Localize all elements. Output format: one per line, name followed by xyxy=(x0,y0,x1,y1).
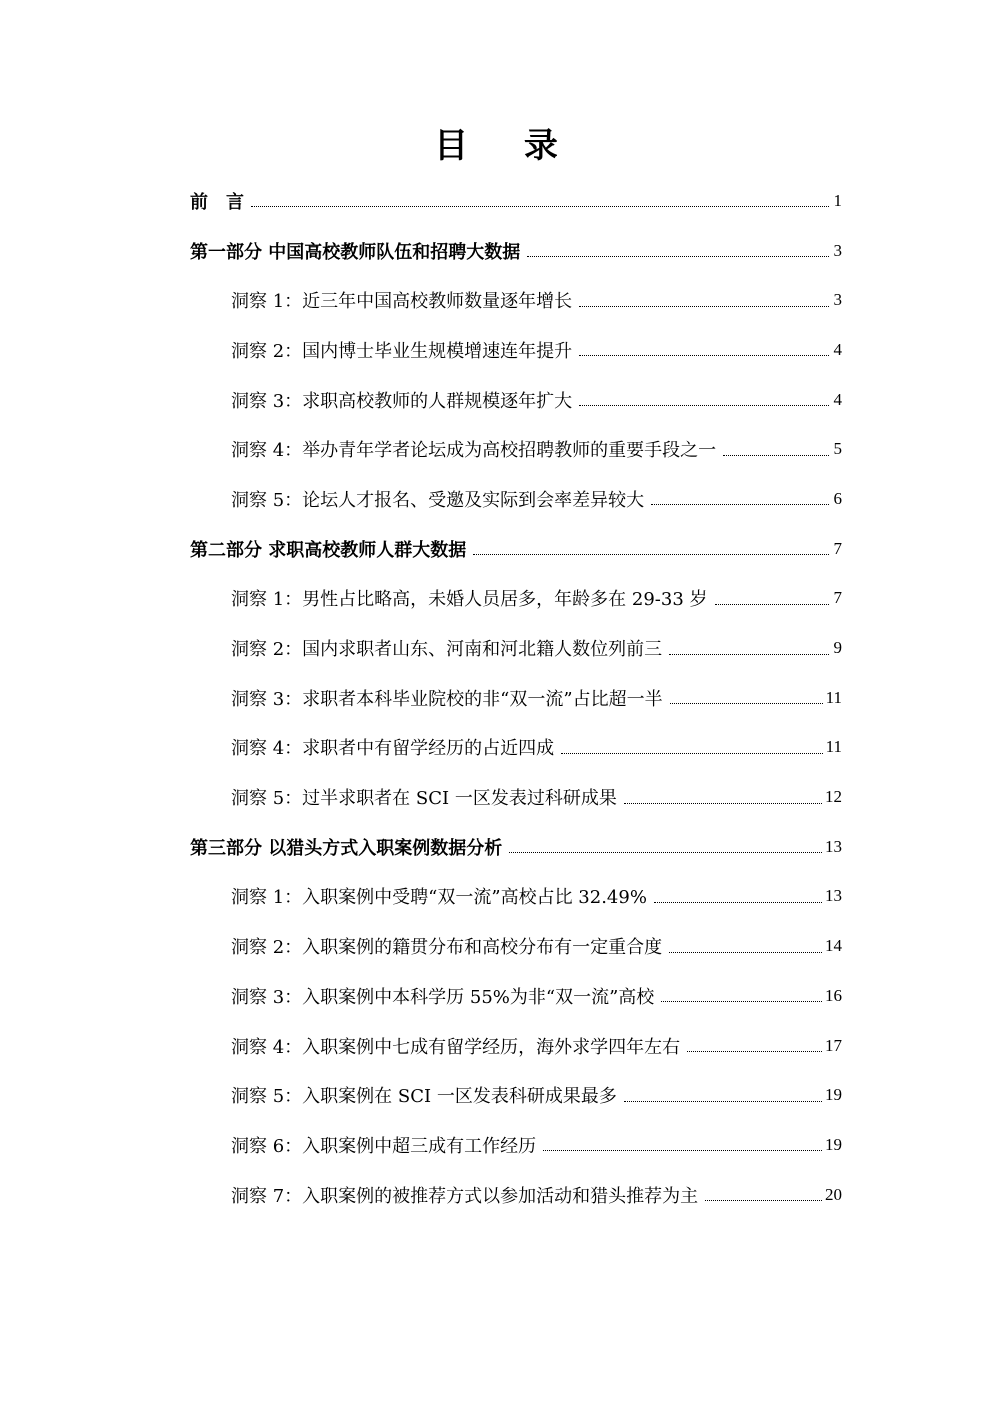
toc-subsection-entry[interactable] xyxy=(190,325,842,375)
dot-leader xyxy=(579,355,829,356)
toc-entry-label: 前 言 xyxy=(190,191,244,213)
toc-subsection-entry[interactable] xyxy=(190,673,842,723)
toc-entry-label: 洞察 2：入职案例的籍贯分布和高校分布有一定重合度 xyxy=(231,937,663,959)
dot-leader xyxy=(669,952,822,953)
toc-entry-label: 第三部分 以猎头方式入职案例数据分析 xyxy=(190,837,503,859)
toc-entry-label: 洞察 2：国内求职者山东、河南和河北籍人数位列前三 xyxy=(231,639,663,661)
dot-leader xyxy=(651,504,829,505)
toc-page-number: 4 xyxy=(833,389,842,409)
toc-page-number: 1 xyxy=(833,190,842,210)
dot-leader xyxy=(561,753,822,754)
dot-leader xyxy=(579,306,829,307)
toc-page-number: 3 xyxy=(833,240,842,260)
dot-leader xyxy=(509,852,822,853)
dot-leader xyxy=(624,1101,822,1102)
toc-page-number: 7 xyxy=(833,538,842,558)
toc-entry-label: 洞察 5：论坛人才报名、受邀及实际到会率差异较大 xyxy=(231,489,645,511)
toc-subsection-entry[interactable] xyxy=(190,872,842,922)
toc-section-entry[interactable] xyxy=(190,822,842,872)
toc-entry-label: 洞察 5：入职案例在 SCI 一区发表科研成果最多 xyxy=(231,1086,617,1108)
dot-leader xyxy=(473,554,829,555)
dot-leader xyxy=(654,902,822,903)
toc-page-number: 9 xyxy=(833,638,842,658)
toc-entry-label: 洞察 7：入职案例的被推荐方式以参加活动和猎头推荐为主 xyxy=(231,1185,699,1207)
toc-entry-label: 第一部分 中国高校教师队伍和招聘大数据 xyxy=(190,241,521,263)
toc-page-number: 5 xyxy=(833,439,842,459)
toc-page-number: 11 xyxy=(825,737,842,757)
toc-subsection-entry[interactable] xyxy=(190,772,842,822)
toc-entry-label: 洞察 1：入职案例中受聘“双一流”高校占比 32.49% xyxy=(231,887,647,909)
dot-leader xyxy=(624,803,822,804)
toc-entry-label: 洞察 4：入职案例中七成有留学经历，海外求学四年左右 xyxy=(231,1036,681,1058)
toc-entry-label: 洞察 4：举办青年学者论坛成为高校招聘教师的重要手段之一 xyxy=(231,440,717,462)
table-of-contents xyxy=(190,176,842,1219)
toc-subsection-entry[interactable] xyxy=(190,921,842,971)
toc-subsection-entry[interactable] xyxy=(190,1021,842,1071)
dot-leader xyxy=(669,654,829,655)
toc-subsection-entry[interactable] xyxy=(190,1170,842,1220)
toc-subsection-entry[interactable] xyxy=(190,275,842,325)
dot-leader xyxy=(687,1051,822,1052)
dot-leader xyxy=(705,1200,822,1201)
toc-page-number: 7 xyxy=(833,588,842,608)
toc-subsection-entry[interactable] xyxy=(190,1070,842,1120)
toc-section-entry[interactable] xyxy=(190,226,842,276)
toc-entry-label: 洞察 2：国内博士毕业生规模增速连年提升 xyxy=(231,340,573,362)
toc-subsection-entry[interactable] xyxy=(190,474,842,524)
dot-leader xyxy=(527,256,829,257)
toc-page-number: 11 xyxy=(825,687,842,707)
dot-leader xyxy=(543,1150,822,1151)
toc-page-number: 17 xyxy=(825,1035,842,1055)
dot-leader xyxy=(723,455,829,456)
toc-entry-label: 洞察 3：求职高校教师的人群规模逐年扩大 xyxy=(231,390,573,412)
toc-subsection-entry[interactable] xyxy=(190,424,842,474)
toc-page-number: 12 xyxy=(825,787,842,807)
toc-entry-label: 第二部分 求职高校教师人群大数据 xyxy=(190,539,467,561)
toc-entry-label: 洞察 4：求职者中有留学经历的占近四成 xyxy=(231,738,555,760)
toc-entry-label: 洞察 3：求职者本科毕业院校的非“双一流”占比超一半 xyxy=(231,688,663,710)
dot-leader xyxy=(661,1001,822,1002)
toc-entry-label: 洞察 6：入职案例中超三成有工作经历 xyxy=(231,1135,537,1157)
toc-section-entry[interactable] xyxy=(190,524,842,574)
toc-page-number: 19 xyxy=(825,1085,842,1105)
toc-entry-label: 洞察 5：过半求职者在 SCI 一区发表过科研成果 xyxy=(231,788,617,810)
toc-section-entry[interactable] xyxy=(190,176,842,226)
toc-page-number: 16 xyxy=(825,985,842,1005)
toc-page-number: 14 xyxy=(825,936,842,956)
toc-page-number: 13 xyxy=(825,836,842,856)
toc-page-number: 19 xyxy=(825,1134,842,1154)
toc-page-number: 20 xyxy=(825,1184,842,1204)
toc-subsection-entry[interactable] xyxy=(190,623,842,673)
toc-subsection-entry[interactable] xyxy=(190,375,842,425)
dot-leader xyxy=(715,604,829,605)
toc-page-number: 3 xyxy=(833,290,842,310)
dot-leader xyxy=(670,703,823,704)
toc-entry-label: 洞察 3：入职案例中本科学历 55%为非“双一流”高校 xyxy=(231,986,655,1008)
toc-subsection-entry[interactable] xyxy=(190,723,842,773)
toc-entry-label: 洞察 1：男性占比略高，未婚人员居多，年龄多在 29-33 岁 xyxy=(231,589,708,611)
toc-title: 目 录 xyxy=(434,126,580,166)
toc-entry-label: 洞察 1：近三年中国高校教师数量逐年增长 xyxy=(231,291,573,313)
toc-subsection-entry[interactable] xyxy=(190,971,842,1021)
dot-leader xyxy=(251,206,829,207)
toc-subsection-entry[interactable] xyxy=(190,1120,842,1170)
toc-page-number: 4 xyxy=(833,339,842,359)
dot-leader xyxy=(579,405,829,406)
toc-page-number: 6 xyxy=(833,488,842,508)
toc-subsection-entry[interactable] xyxy=(190,574,842,624)
toc-page-number: 13 xyxy=(825,886,842,906)
